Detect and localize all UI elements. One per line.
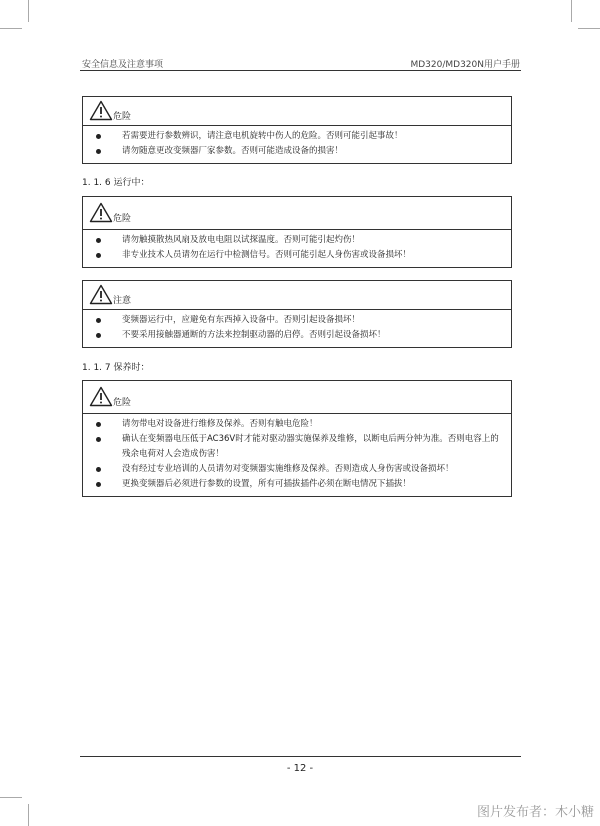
warning-triangle-icon xyxy=(89,284,113,305)
list-item xyxy=(83,144,511,159)
list-item xyxy=(83,417,511,432)
box-title: 危险 xyxy=(113,214,132,224)
item-text: 非专业技术人员请勿在运行中检测信号。否则可能引起人身伤害或设备损坏！ xyxy=(122,250,412,260)
crop-mark xyxy=(28,0,29,22)
box-title: 危险 xyxy=(113,398,132,408)
box-title: 危险 xyxy=(113,112,132,122)
item-text: 若需要进行参数辨识，请注意电机旋转中伤人的危险。否则可能引起事故！ xyxy=(122,131,403,141)
item-text: 不要采用接触器通断的方法来控制驱动器的启停。否则引起设备损坏！ xyxy=(122,330,386,340)
list-item xyxy=(83,328,511,343)
item-list xyxy=(83,310,511,347)
box-header xyxy=(83,281,511,310)
list-item xyxy=(83,313,511,328)
list-item xyxy=(83,129,511,144)
bullet-icon xyxy=(96,422,101,427)
bullet-icon xyxy=(96,253,101,258)
item-text: 请勿带电对设备进行维修及保养。否则有触电危险！ xyxy=(122,419,318,429)
item-list xyxy=(83,230,511,267)
running-header-left: 安全信息及注意事项 xyxy=(82,60,164,70)
warning-triangle-icon xyxy=(89,100,113,121)
bullet-icon xyxy=(96,482,101,487)
crop-mark xyxy=(28,804,29,826)
danger-box-2 xyxy=(82,196,512,268)
list-item xyxy=(83,462,511,477)
item-text: 请勿随意更改变频器厂家参数。否则可能造成设备的损害！ xyxy=(122,146,344,156)
list-item xyxy=(83,248,511,263)
section-title: 1. 1. 6 运行中： xyxy=(82,178,150,188)
bullet-icon xyxy=(96,333,101,338)
list-item xyxy=(83,477,511,492)
bullet-icon xyxy=(96,134,101,139)
bullet-icon xyxy=(96,437,101,442)
item-text: 没有经过专业培训的人员请勿对变频器实施维修及保养。否则造成人身伤害或设备损坏！ xyxy=(122,464,454,474)
caution-box xyxy=(82,280,512,348)
list-item xyxy=(83,233,511,248)
crop-mark xyxy=(571,0,572,22)
bullet-icon xyxy=(96,238,101,243)
box-header xyxy=(83,197,511,230)
page-number: - 12 - xyxy=(286,763,314,774)
danger-box-3 xyxy=(82,380,512,497)
crop-mark xyxy=(0,797,22,798)
item-text: 变频器运行中，应避免有东西掉入设备中。否则引起设备损坏！ xyxy=(122,315,361,325)
crop-mark xyxy=(0,28,22,29)
running-header-right: MD320/MD320N用户手册 xyxy=(410,60,520,70)
danger-box-1 xyxy=(82,96,512,164)
watermark: 图片发布者：木小糖 xyxy=(476,805,594,820)
bullet-icon xyxy=(96,149,101,154)
bullet-icon xyxy=(96,467,101,472)
crop-mark xyxy=(578,28,600,29)
footer-rule xyxy=(80,756,521,757)
box-title: 注意 xyxy=(113,296,132,306)
header-rule xyxy=(80,70,521,71)
item-text: 请勿触摸散热风扇及放电电阻以试探温度。否则可能引起灼伤！ xyxy=(122,235,361,245)
warning-triangle-icon xyxy=(89,202,113,223)
item-text: 确认在变频器电压低于AC36V时才能对驱动器实施保养及维修，以断电后两分钟为准。否则电容上的残余电荷对人会造成伤害！ xyxy=(122,434,499,459)
item-list xyxy=(83,126,511,163)
warning-triangle-icon xyxy=(89,386,113,407)
item-text: 更换变频器后必须进行参数的设置，所有可插拔插件必须在断电情况下插拔！ xyxy=(122,479,412,489)
bullet-icon xyxy=(96,318,101,323)
item-list xyxy=(83,414,511,496)
section-title: 1. 1. 7 保养时： xyxy=(82,363,150,373)
list-item xyxy=(83,432,511,462)
box-header xyxy=(83,97,511,126)
box-header xyxy=(83,381,511,414)
